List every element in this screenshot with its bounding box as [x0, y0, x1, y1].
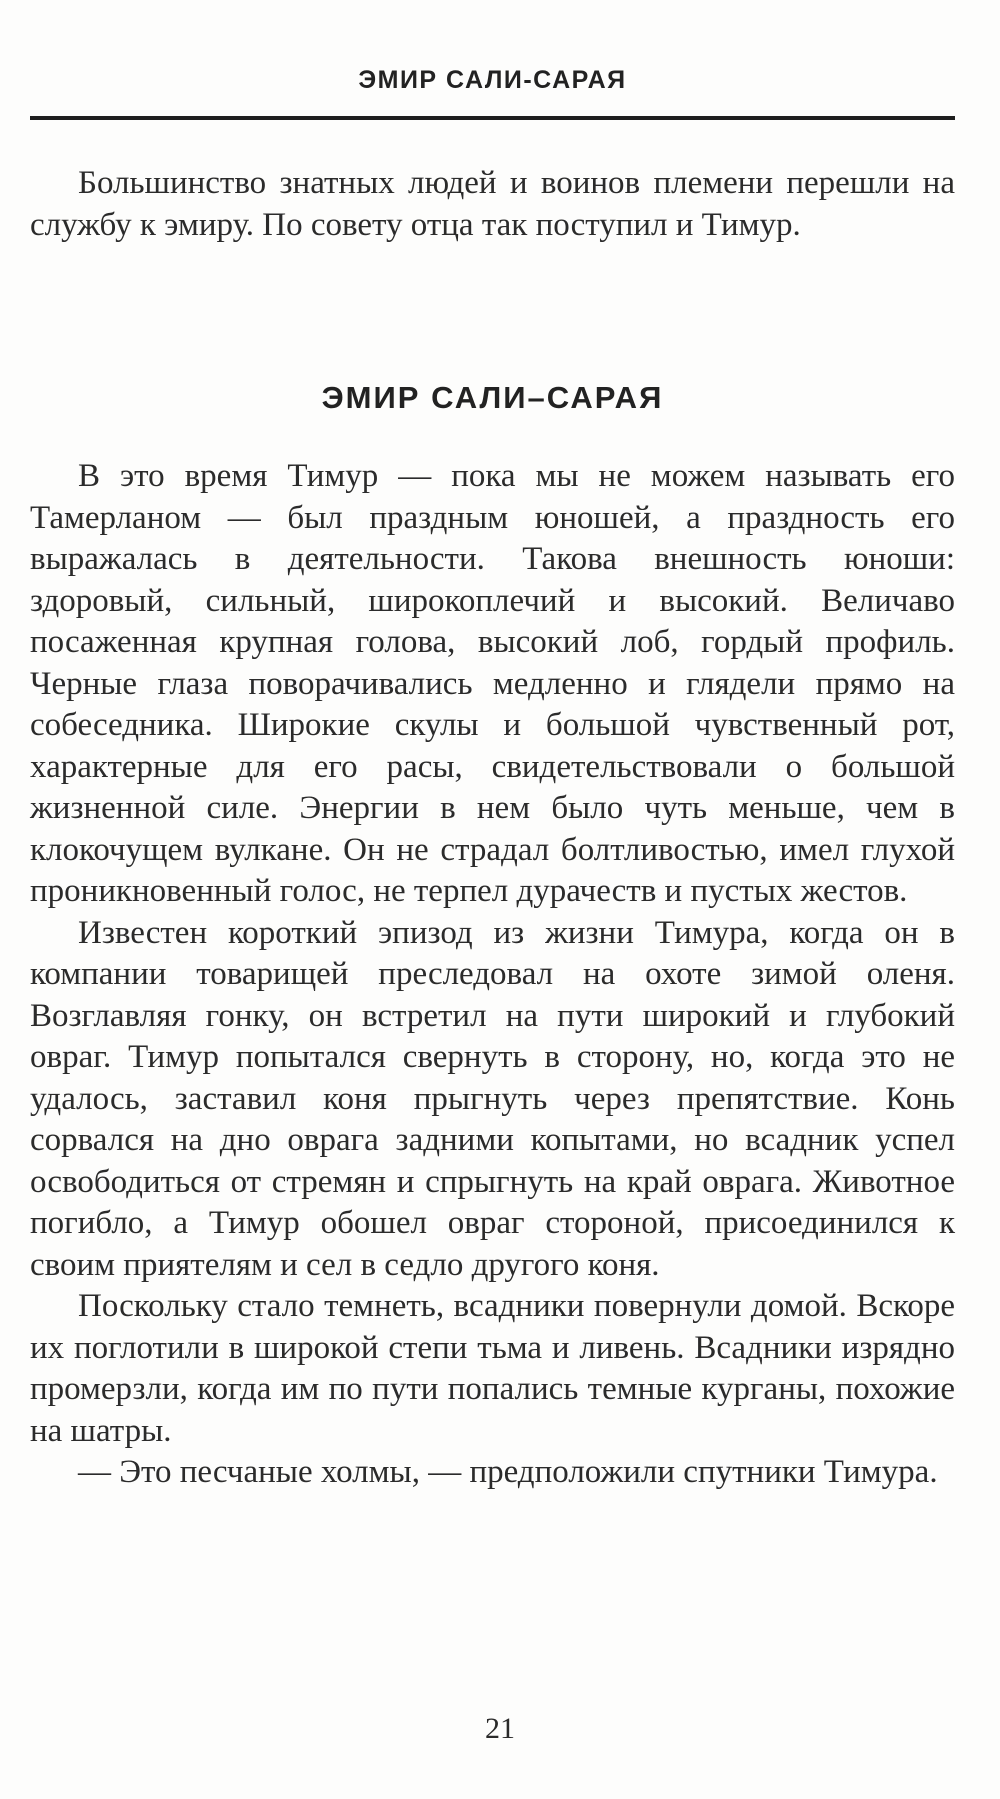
- section-title: ЭМИР САЛИ–САРАЯ: [321, 380, 664, 415]
- paragraph: Известен короткий эпизод из жизни Тимура, когда он в компании товарищей преследовал на охоте зимой оленя. Возглавляя гонку, он встретил на пути широкий и глубокий овраг. Тимур попытался свернуть в сторону, но, когда это не удалось, заставил коня прыгнуть через препятствие. Конь сорвался на дно оврага задними копытами, но всадник успел освободиться от стремян и спрыгнуть на край оврага. Животное погибло, а Тимур обошел овраг стороной, присоединился к своим приятелям и сел в седло другого коня.: [30, 914, 955, 1283]
- intro-paragraph: Большинство знатных людей и воинов племени перешли на службу к эмиру. По совету отца так поступил и Тимур.: [30, 165, 955, 243]
- paragraph: — Это песчаные холмы, — предположили спутники Тимура.: [78, 1454, 938, 1490]
- intro-text: [30, 163, 955, 246]
- page-number: 21: [485, 1712, 515, 1745]
- paragraph: В это время Тимур — пока мы не можем называть его Тамерланом — был праздным юношей, а праздность его выражалась в деятельности. Такова внешность юноши: здоровый, сильный, широкоплечий и высокий. Величаво посаженная крупная голова, высокий лоб, гордый профиль. Черные глаза поворачивались медленно и глядели прямо на собеседника. Широкие скулы и большой чувственный рот, характерные для его расы, свидетельствовали о большой жизненной силе. Энергии в нем было чуть меньше, чем в клокочущем вулкане. Он не страдал болтливостью, имел глухой проникновенный голос, не терпел дурачеств и пустых жестов.: [30, 458, 955, 909]
- running-head: ЭМИР САЛИ-САРАЯ: [358, 66, 627, 94]
- header-rule: [30, 116, 955, 120]
- body-text: [30, 456, 955, 1494]
- paragraph: Поскольку стало темнеть, всадники повернули домой. Вскоре их поглотили в широкой степи тьма и ливень. Всадники изрядно промерзли, когда им по пути попались темные курганы, похожие на шатры.: [30, 1288, 955, 1449]
